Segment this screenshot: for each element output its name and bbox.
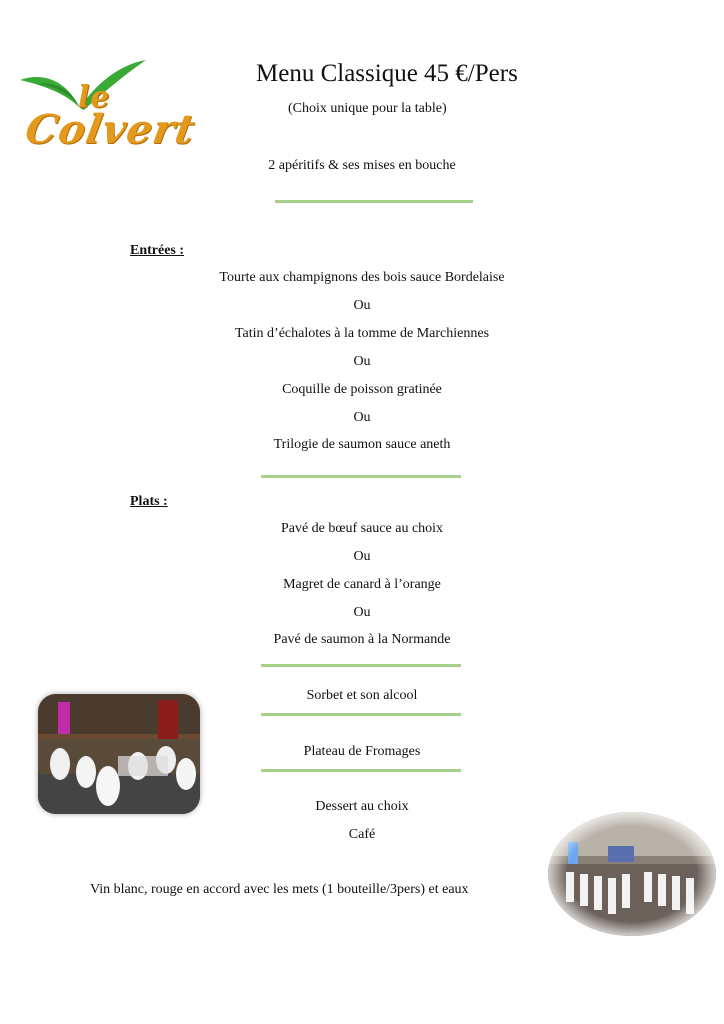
separator [275,200,473,203]
or-separator-text: Ou [353,298,371,313]
separator [261,475,461,478]
menu-subtitle: (Choix unique pour la table) [288,101,447,116]
or-separator-text: Ou [353,410,371,425]
entree-item: Trilogie de saumon sauce aneth [273,437,451,452]
plat-item: Pavé de bœuf sauce au choix [280,521,444,536]
or-separator-text: Ou [353,354,371,369]
entrees-heading: Entrées : [130,243,185,258]
or-separator-text: Ou [353,605,371,620]
plat-item: Magret de canard à l’orange [283,577,441,592]
cafe-line: Café [348,827,376,842]
plats-heading: Plats : [130,494,168,509]
separator [261,664,461,667]
banquet-hall-photo [548,812,716,936]
sorbet-line: Sorbet et son alcool [306,688,418,703]
dining-room-photo [38,694,200,814]
aperitif-line: 2 apéritifs & ses mises en bouche [268,158,456,173]
separator [261,769,461,772]
entree-item: Tatin d’échalotes à la tomme de Marchiennes [234,326,490,341]
entree-item: Coquille de poisson gratinée [282,382,442,397]
entree-item: Tourte aux champignons des bois sauce Bordelaise [219,270,505,285]
menu-title: Menu Classique 45 €/Pers [256,60,518,87]
wine-line: Vin blanc, rouge en accord avec les mets (1 bouteille/3pers) et eaux [90,882,469,897]
fromages-line: Plateau de Fromages [303,744,421,759]
dessert-line: Dessert au choix [315,799,409,814]
separator [261,713,461,716]
logo-colvert-text: Colvert [21,106,200,153]
plat-item: Pavé de saumon à la Normande [273,632,451,647]
or-separator-text: Ou [353,549,371,564]
restaurant-logo [18,58,223,158]
logo-le-text: le [78,80,111,115]
